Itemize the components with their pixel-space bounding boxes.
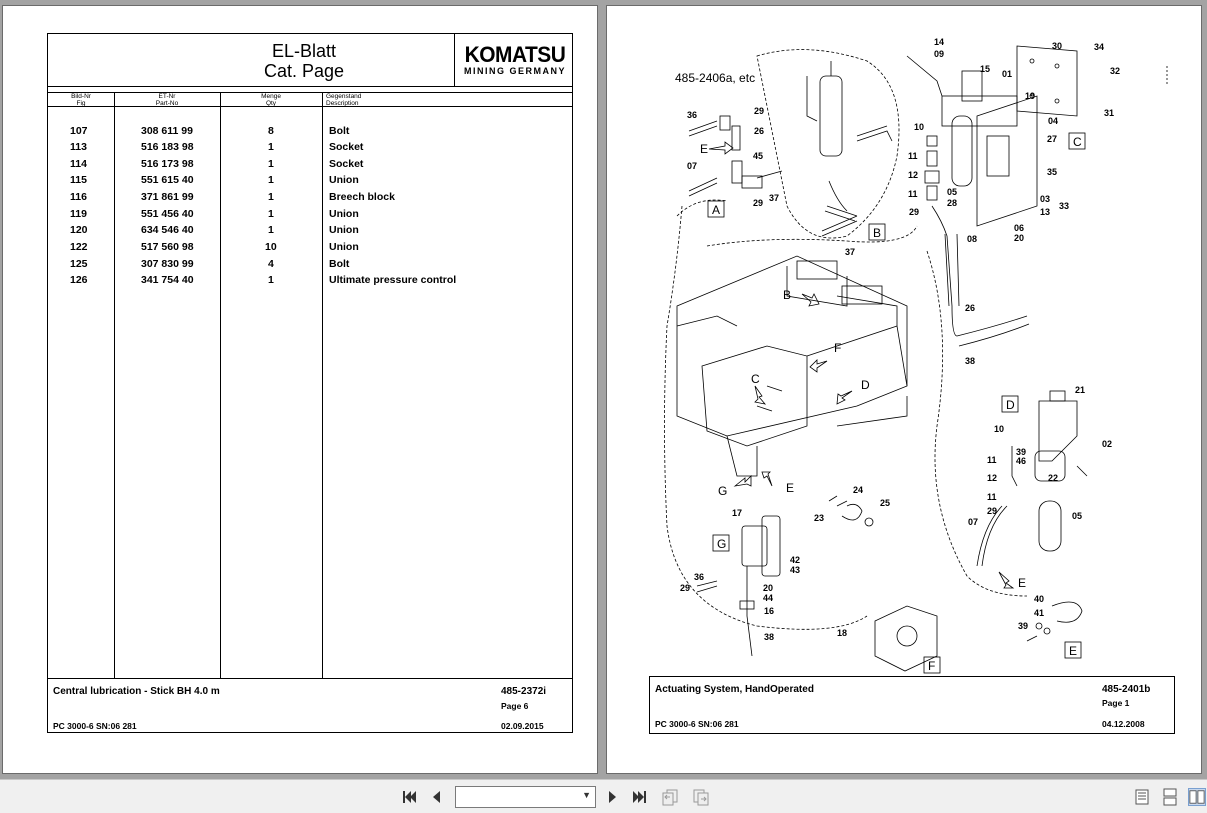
part-number-label: 11 [987,455,997,465]
table-cell: 1 [268,224,274,236]
part-number-label: 34 [1094,42,1105,52]
part-number-label: 29 [987,506,998,516]
column-header-label: Gegenstand [326,93,362,100]
part-number-label: 20 [1014,233,1025,243]
table-cell: Socket [329,158,364,170]
part-number-label: 46 [1016,456,1027,466]
part-number-label: 38 [764,632,775,642]
table-cell: 1 [268,274,274,286]
part-number-label: 37 [769,193,780,203]
part-number-label: 14 [934,37,945,47]
part-number-label: 36 [694,572,705,582]
table-cell: Ultimate pressure control [329,274,457,286]
column-header-label: Menge [261,93,281,100]
column-header-part [114,93,220,107]
footer-date: 04.12.2008 [1102,719,1145,729]
table-cell: 516 183 98 [141,141,194,153]
part-number-label: 10 [914,122,925,132]
table-cell: 341 754 40 [141,274,194,286]
part-number-label: 24 [853,485,864,495]
part-number-label: 39 [1016,447,1027,457]
part-number-label: 30 [1052,41,1063,51]
table-cell: 120 [70,224,88,236]
part-number-label: 29 [909,207,920,217]
part-number-label: 29 [680,583,691,593]
arrow-label-d: D [861,378,870,392]
table-cell: 1 [268,174,274,186]
table-cell: Socket [329,141,364,153]
part-number-label: 41 [1034,608,1045,618]
part-number-label: 25 [880,498,891,508]
table-cell: 371 861 99 [141,191,194,203]
part-number-label: 22 [1048,473,1059,483]
table-cell: Union [329,241,359,253]
table-cell: 107 [70,125,88,137]
table-cell: 516 173 98 [141,158,194,170]
last-page-icon [631,788,649,806]
part-number-label: 20 [763,583,774,593]
table-cell: 1 [268,158,274,170]
forward-view-icon [692,788,710,806]
table-cell: 308 611 99 [141,125,193,137]
table-cell: 551 456 40 [141,208,194,220]
table-cell: 517 560 98 [141,241,194,253]
arrow-label-b: B [783,288,792,302]
table-cell: 115 [70,174,87,186]
table-cell: Union [329,174,359,186]
table-cell: Bolt [329,258,350,270]
footer-machine: PC 3000-6 SN:06 281 [53,721,137,731]
part-number-label: 36 [687,110,698,120]
table-row [48,191,572,207]
column-header-qty [220,93,322,107]
part-number-label: 03 [1040,194,1051,204]
first-page-button[interactable] [400,788,418,806]
part-number-label: 28 [947,198,958,208]
page-footer [48,678,572,733]
part-number-label: 11 [908,189,918,199]
part-number-label: 42 [790,555,801,565]
continuous-page-icon [1161,788,1179,806]
page-left [2,5,598,774]
footer-doc-number: 485-2401b [1102,684,1151,695]
table-cell: 126 [70,274,88,286]
table-row [48,224,572,240]
column-header-label: Fig [76,100,86,107]
part-number-label: 05 [947,187,958,197]
two-page-view-button[interactable] [1188,788,1206,806]
column-header-fig [48,93,114,107]
part-number-label: 12 [908,170,919,180]
part-number-label: 32 [1110,66,1121,76]
callout-e-box: E [1069,644,1078,658]
page-right [606,5,1202,774]
table-row [48,241,572,257]
part-number-label: 15 [980,64,991,74]
column-header-label: Bild-Nr [71,93,91,100]
table-cell: 1 [268,191,274,203]
part-number-label: 29 [753,198,764,208]
table-cell: 114 [70,158,87,170]
part-number-label: 05 [1072,511,1083,521]
callout-b: B [873,226,882,240]
part-number-label: 40 [1034,594,1045,604]
table-cell: 116 [70,191,87,203]
exploded-parts-diagram [607,6,1203,676]
part-number-label: 07 [687,161,698,171]
chevron-down-icon: ▼ [582,790,591,800]
part-number-label: 09 [934,49,945,59]
part-number-label: 26 [965,303,976,313]
arrow-label-e: E [700,142,709,156]
previous-page-icon [428,788,446,806]
title-line-1: EL-Blatt [271,41,337,61]
table-cell: Union [329,224,359,236]
table-cell: 119 [70,208,87,220]
footer-title: Actuating System, HandOperated [655,684,814,695]
table-row [48,174,572,190]
part-number-label: 12 [987,473,998,483]
last-page-button[interactable] [631,788,649,806]
footer-page-number: Page 6 [501,701,529,711]
table-cell: 1 [268,208,274,220]
table-cell: 10 [265,241,277,253]
arrow-label-f: F [834,341,842,355]
part-number-label: 11 [987,492,997,502]
table-row [48,258,572,274]
part-number-label: 01 [1002,69,1013,79]
table-row [48,141,572,157]
part-number-label: 08 [967,234,978,244]
column-header-label: Qty [265,100,277,107]
table-cell: 8 [268,125,274,137]
table-cell: 125 [70,258,88,270]
column-header-label: ET-Nr [158,93,176,100]
single-page-icon [1133,788,1151,806]
page-header [48,34,572,87]
table-cell: 4 [268,258,274,270]
part-number-label: 39 [1018,621,1029,631]
footer-title: Central lubrication - Stick BH 4.0 m [53,686,220,697]
arrow-label-g: G [718,484,728,498]
column-header-description [326,93,446,107]
table-cell: 551 615 40 [141,174,194,186]
next-page-icon [603,788,621,806]
part-number-label: 11 [908,151,918,161]
navigation-toolbar [0,779,1207,813]
diagram-reference: 485-2406a, etc [675,71,756,85]
part-number-label: 33 [1059,201,1070,211]
table-cell: 307 830 99 [141,258,194,270]
part-number-label: 02 [1102,439,1113,449]
arrow-label-e-2: E [786,481,795,495]
table-row [48,125,572,141]
part-number-label: 10 [994,424,1005,434]
table-cell: 634 546 40 [141,224,194,236]
parts-list-frame [47,33,573,733]
part-number-label: 06 [1014,223,1025,233]
table-row [48,158,572,174]
forward-view-button[interactable] [692,788,710,806]
title-line-2: Cat. Page [263,61,345,81]
next-page-button[interactable] [603,788,621,806]
part-number-label: 04 [1048,116,1059,126]
arrow-label-c: C [751,372,760,386]
part-number-label: 16 [764,606,775,616]
logo-subtitle: MINING GERMANY [464,66,566,76]
part-number-label: 35 [1047,167,1058,177]
part-number-label: 29 [754,106,765,116]
table-row [48,208,572,224]
part-number-label: 18 [837,628,848,638]
callout-a: A [712,203,721,217]
part-number-label: 13 [1040,207,1051,217]
table-cell: Union [329,208,359,220]
komatsu-logo [454,34,572,87]
part-number-label: 27 [1047,134,1058,144]
part-number-label: 31 [1104,108,1115,118]
table-cell: Breech block [329,191,395,203]
callout-d: D [1006,398,1015,412]
footer-machine: PC 3000-6 SN:06 281 [655,719,739,729]
part-number-label: 45 [753,151,764,161]
footer-doc-number: 485-2372i [501,686,547,697]
two-page-icon [1189,789,1205,805]
page-number-select[interactable] [455,786,596,808]
column-header-label: Description [326,100,359,107]
part-number-label: 26 [754,126,765,136]
arrow-label-e-3: E [1018,576,1027,590]
part-number-label: 07 [968,517,979,527]
callout-f-box: F [928,659,936,673]
page-footer-right [649,676,1175,734]
continuous-view-button[interactable] [1161,788,1179,806]
table-cell: 1 [268,141,274,153]
previous-page-button[interactable] [428,788,446,806]
callout-c: C [1073,135,1082,149]
table-cell: 122 [70,241,88,253]
table-row [48,274,572,290]
first-page-icon [400,788,418,806]
table-cell: Bolt [329,125,350,137]
footer-date: 02.09.2015 [501,721,544,731]
part-number-label: 17 [732,508,743,518]
table-cell: 113 [70,141,87,153]
part-number-label: 38 [965,356,976,366]
column-header-row [48,92,572,107]
logo-wordmark: KOMATSU [464,42,566,67]
part-number-label: 23 [814,513,825,523]
column-header-label: Part-No [155,100,179,107]
part-number-label: 43 [790,565,801,575]
back-view-button[interactable] [661,788,679,806]
part-number-label: 21 [1075,385,1086,395]
footer-page-number: Page 1 [1102,698,1130,708]
back-view-icon [661,788,679,806]
part-number-label: 44 [763,593,774,603]
part-number-label: 19 [1025,91,1036,101]
single-page-view-button[interactable] [1133,788,1151,806]
part-number-label: 37 [845,247,856,257]
callout-g-box: G [717,537,727,551]
